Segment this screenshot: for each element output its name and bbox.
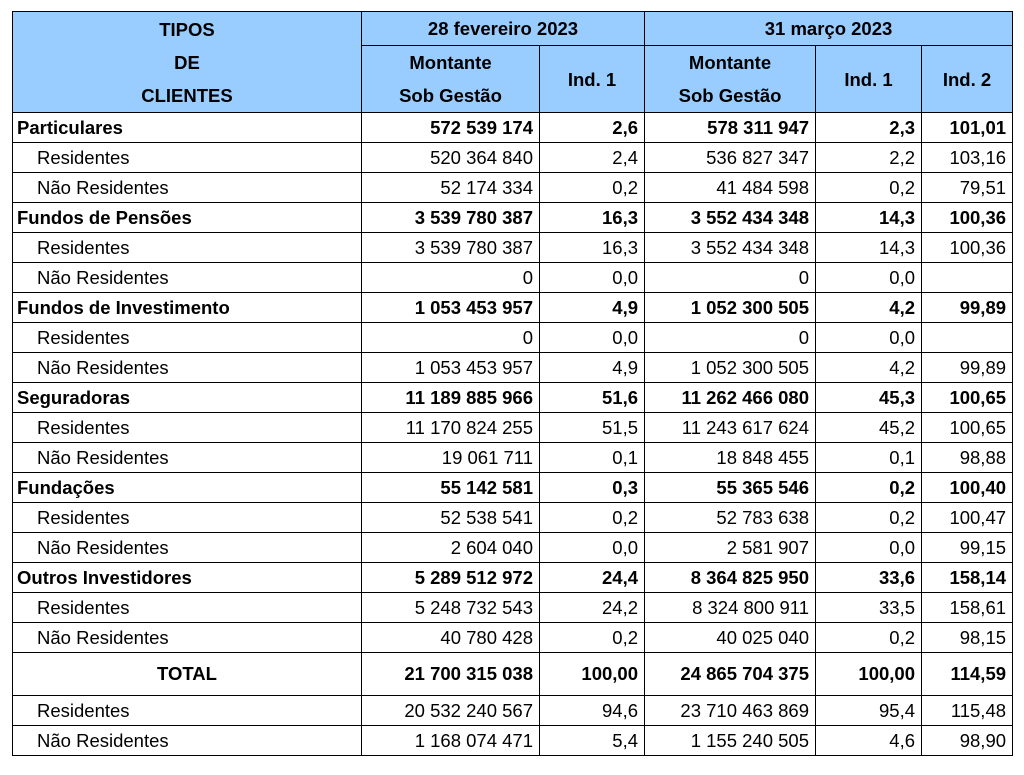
ind1-mar: 45,2 — [816, 413, 922, 443]
row-label: Residentes — [13, 696, 362, 726]
ind2-mar: 79,51 — [922, 173, 1013, 203]
ind1-feb: 0,3 — [540, 473, 645, 503]
amount-mar: 3 552 434 348 — [645, 203, 816, 233]
amount-feb: 55 142 581 — [362, 473, 540, 503]
amount-feb: 0 — [362, 263, 540, 293]
ind1-mar: 0,2 — [816, 173, 922, 203]
amount-mar: 1 052 300 505 — [645, 353, 816, 383]
ind1-feb: 51,5 — [540, 413, 645, 443]
ind1-feb: 24,4 — [540, 563, 645, 593]
ind2-mar: 98,90 — [922, 726, 1013, 756]
ind1-mar: 33,5 — [816, 593, 922, 623]
table-header — [13, 12, 1013, 113]
ind2-mar: 99,89 — [922, 353, 1013, 383]
ind2-mar: 100,65 — [922, 413, 1013, 443]
amount-mar: 40 025 040 — [645, 623, 816, 653]
amount-feb: 52 538 541 — [362, 503, 540, 533]
amount-feb: 572 539 174 — [362, 113, 540, 143]
total-row — [13, 653, 1013, 696]
amount-mar: 24 865 704 375 — [645, 653, 816, 696]
amount-feb: 19 061 711 — [362, 443, 540, 473]
subgroup-row — [13, 233, 1013, 263]
row-label: Não Residentes — [13, 353, 362, 383]
header-ind2-mar: Ind. 2 — [922, 46, 1013, 113]
ind2-mar — [922, 263, 1013, 293]
header-ind1-mar: Ind. 1 — [816, 46, 922, 113]
ind1-mar: 4,6 — [816, 726, 922, 756]
ind1-feb: 0,0 — [540, 533, 645, 563]
amount-feb: 520 364 840 — [362, 143, 540, 173]
ind1-feb: 2,4 — [540, 143, 645, 173]
amount-mar: 8 364 825 950 — [645, 563, 816, 593]
group-row — [13, 383, 1013, 413]
ind1-feb: 2,6 — [540, 113, 645, 143]
amount-feb: 20 532 240 567 — [362, 696, 540, 726]
subgroup-row — [13, 323, 1013, 353]
ind1-mar: 14,3 — [816, 233, 922, 263]
header-montante: Montante — [688, 52, 772, 73]
amount-feb: 1 053 453 957 — [362, 293, 540, 323]
ind1-mar: 4,2 — [816, 353, 922, 383]
ind1-mar: 2,3 — [816, 113, 922, 143]
amount-mar: 52 783 638 — [645, 503, 816, 533]
amount-feb: 5 289 512 972 — [362, 563, 540, 593]
ind1-mar: 100,00 — [816, 653, 922, 696]
ind1-mar: 33,6 — [816, 563, 922, 593]
row-label: Seguradoras — [13, 383, 362, 413]
amount-mar: 0 — [645, 263, 816, 293]
ind1-feb: 4,9 — [540, 353, 645, 383]
header-de: DE — [174, 51, 200, 73]
header-clientes: CLIENTES — [141, 84, 233, 106]
ind2-mar: 115,48 — [922, 696, 1013, 726]
ind2-mar: 98,88 — [922, 443, 1013, 473]
ind2-mar: 158,61 — [922, 593, 1013, 623]
ind2-mar — [922, 323, 1013, 353]
ind1-mar: 45,3 — [816, 383, 922, 413]
ind1-feb: 0,0 — [540, 323, 645, 353]
amount-mar: 23 710 463 869 — [645, 696, 816, 726]
ind2-mar: 100,47 — [922, 503, 1013, 533]
total-breakdown-row — [13, 696, 1013, 726]
header-amount-mar — [645, 46, 816, 113]
ind2-mar: 101,01 — [922, 113, 1013, 143]
ind1-mar: 14,3 — [816, 203, 922, 233]
ind1-mar: 2,2 — [816, 143, 922, 173]
ind1-mar: 95,4 — [816, 696, 922, 726]
row-label: Não Residentes — [13, 263, 362, 293]
ind1-feb: 16,3 — [540, 203, 645, 233]
ind2-mar: 100,40 — [922, 473, 1013, 503]
amount-feb: 52 174 334 — [362, 173, 540, 203]
row-label: Residentes — [13, 143, 362, 173]
ind2-mar: 99,89 — [922, 293, 1013, 323]
amount-mar: 8 324 800 911 — [645, 593, 816, 623]
amount-mar: 41 484 598 — [645, 173, 816, 203]
group-row — [13, 563, 1013, 593]
ind1-feb: 0,2 — [540, 503, 645, 533]
clients-table — [12, 11, 1013, 756]
amount-mar: 2 581 907 — [645, 533, 816, 563]
row-label: Outros Investidores — [13, 563, 362, 593]
row-label: Residentes — [13, 593, 362, 623]
ind1-feb: 51,6 — [540, 383, 645, 413]
row-label: Não Residentes — [13, 726, 362, 756]
row-label: Residentes — [13, 503, 362, 533]
ind1-mar: 4,2 — [816, 293, 922, 323]
amount-mar: 1 052 300 505 — [645, 293, 816, 323]
header-tipos: TIPOS — [159, 18, 215, 40]
amount-mar: 3 552 434 348 — [645, 233, 816, 263]
amount-feb: 3 539 780 387 — [362, 233, 540, 263]
subgroup-row — [13, 413, 1013, 443]
ind1-feb: 24,2 — [540, 593, 645, 623]
report-table-container — [12, 11, 1013, 756]
amount-mar: 11 262 466 080 — [645, 383, 816, 413]
amount-feb: 1 168 074 471 — [362, 726, 540, 756]
amount-feb: 40 780 428 — [362, 623, 540, 653]
ind1-feb: 0,1 — [540, 443, 645, 473]
amount-mar: 0 — [645, 323, 816, 353]
ind2-mar: 100,36 — [922, 203, 1013, 233]
row-label: Não Residentes — [13, 533, 362, 563]
ind1-feb: 4,9 — [540, 293, 645, 323]
ind1-mar: 0,2 — [816, 473, 922, 503]
amount-feb: 21 700 315 038 — [362, 653, 540, 696]
amount-mar: 578 311 947 — [645, 113, 816, 143]
subgroup-row — [13, 353, 1013, 383]
ind1-mar: 0,0 — [816, 263, 922, 293]
subgroup-row — [13, 503, 1013, 533]
row-label: Fundos de Pensões — [13, 203, 362, 233]
amount-feb: 5 248 732 543 — [362, 593, 540, 623]
amount-mar: 11 243 617 624 — [645, 413, 816, 443]
ind1-mar: 0,2 — [816, 623, 922, 653]
row-label: Residentes — [13, 233, 362, 263]
subgroup-row — [13, 263, 1013, 293]
total-breakdown-row — [13, 726, 1013, 756]
ind2-mar: 114,59 — [922, 653, 1013, 696]
subgroup-row — [13, 173, 1013, 203]
header-amount-feb — [362, 46, 540, 113]
header-sob-gestao: Sob Gestão — [678, 85, 782, 106]
group-row — [13, 293, 1013, 323]
amount-feb: 0 — [362, 323, 540, 353]
ind2-mar: 103,16 — [922, 143, 1013, 173]
subgroup-row — [13, 143, 1013, 173]
ind1-feb: 0,2 — [540, 623, 645, 653]
table-body — [13, 113, 1013, 756]
row-label: Fundações — [13, 473, 362, 503]
ind1-feb: 0,2 — [540, 173, 645, 203]
row-label: Não Residentes — [13, 173, 362, 203]
header-montante: Montante — [409, 52, 492, 73]
subgroup-row — [13, 623, 1013, 653]
row-label: Particulares — [13, 113, 362, 143]
amount-mar: 1 155 240 505 — [645, 726, 816, 756]
amount-feb: 2 604 040 — [362, 533, 540, 563]
row-label: Residentes — [13, 413, 362, 443]
header-ind1-feb: Ind. 1 — [540, 46, 645, 113]
row-label: Não Residentes — [13, 443, 362, 473]
group-row — [13, 473, 1013, 503]
ind1-mar: 0,2 — [816, 503, 922, 533]
ind1-feb: 100,00 — [540, 653, 645, 696]
row-label: Fundos de Investimento — [13, 293, 362, 323]
amount-feb: 11 189 885 966 — [362, 383, 540, 413]
header-date-mar: 31 março 2023 — [645, 12, 1013, 46]
ind2-mar: 100,65 — [922, 383, 1013, 413]
subgroup-row — [13, 533, 1013, 563]
ind1-mar: 0,0 — [816, 533, 922, 563]
ind1-feb: 0,0 — [540, 263, 645, 293]
amount-feb: 3 539 780 387 — [362, 203, 540, 233]
group-row — [13, 203, 1013, 233]
subgroup-row — [13, 443, 1013, 473]
ind2-mar: 158,14 — [922, 563, 1013, 593]
amount-feb: 11 170 824 255 — [362, 413, 540, 443]
ind1-mar: 0,0 — [816, 323, 922, 353]
ind1-feb: 94,6 — [540, 696, 645, 726]
amount-mar: 536 827 347 — [645, 143, 816, 173]
header-client-types — [13, 12, 362, 113]
ind2-mar: 100,36 — [922, 233, 1013, 263]
row-label: Não Residentes — [13, 623, 362, 653]
ind2-mar: 98,15 — [922, 623, 1013, 653]
amount-mar: 55 365 546 — [645, 473, 816, 503]
header-sob-gestao: Sob Gestão — [399, 85, 502, 106]
amount-feb: 1 053 453 957 — [362, 353, 540, 383]
ind1-feb: 5,4 — [540, 726, 645, 756]
ind1-mar: 0,1 — [816, 443, 922, 473]
header-date-feb: 28 fevereiro 2023 — [362, 12, 645, 46]
row-label: Residentes — [13, 323, 362, 353]
group-row — [13, 113, 1013, 143]
ind2-mar: 99,15 — [922, 533, 1013, 563]
row-label: TOTAL — [13, 653, 362, 696]
amount-mar: 18 848 455 — [645, 443, 816, 473]
ind1-feb: 16,3 — [540, 233, 645, 263]
subgroup-row — [13, 593, 1013, 623]
